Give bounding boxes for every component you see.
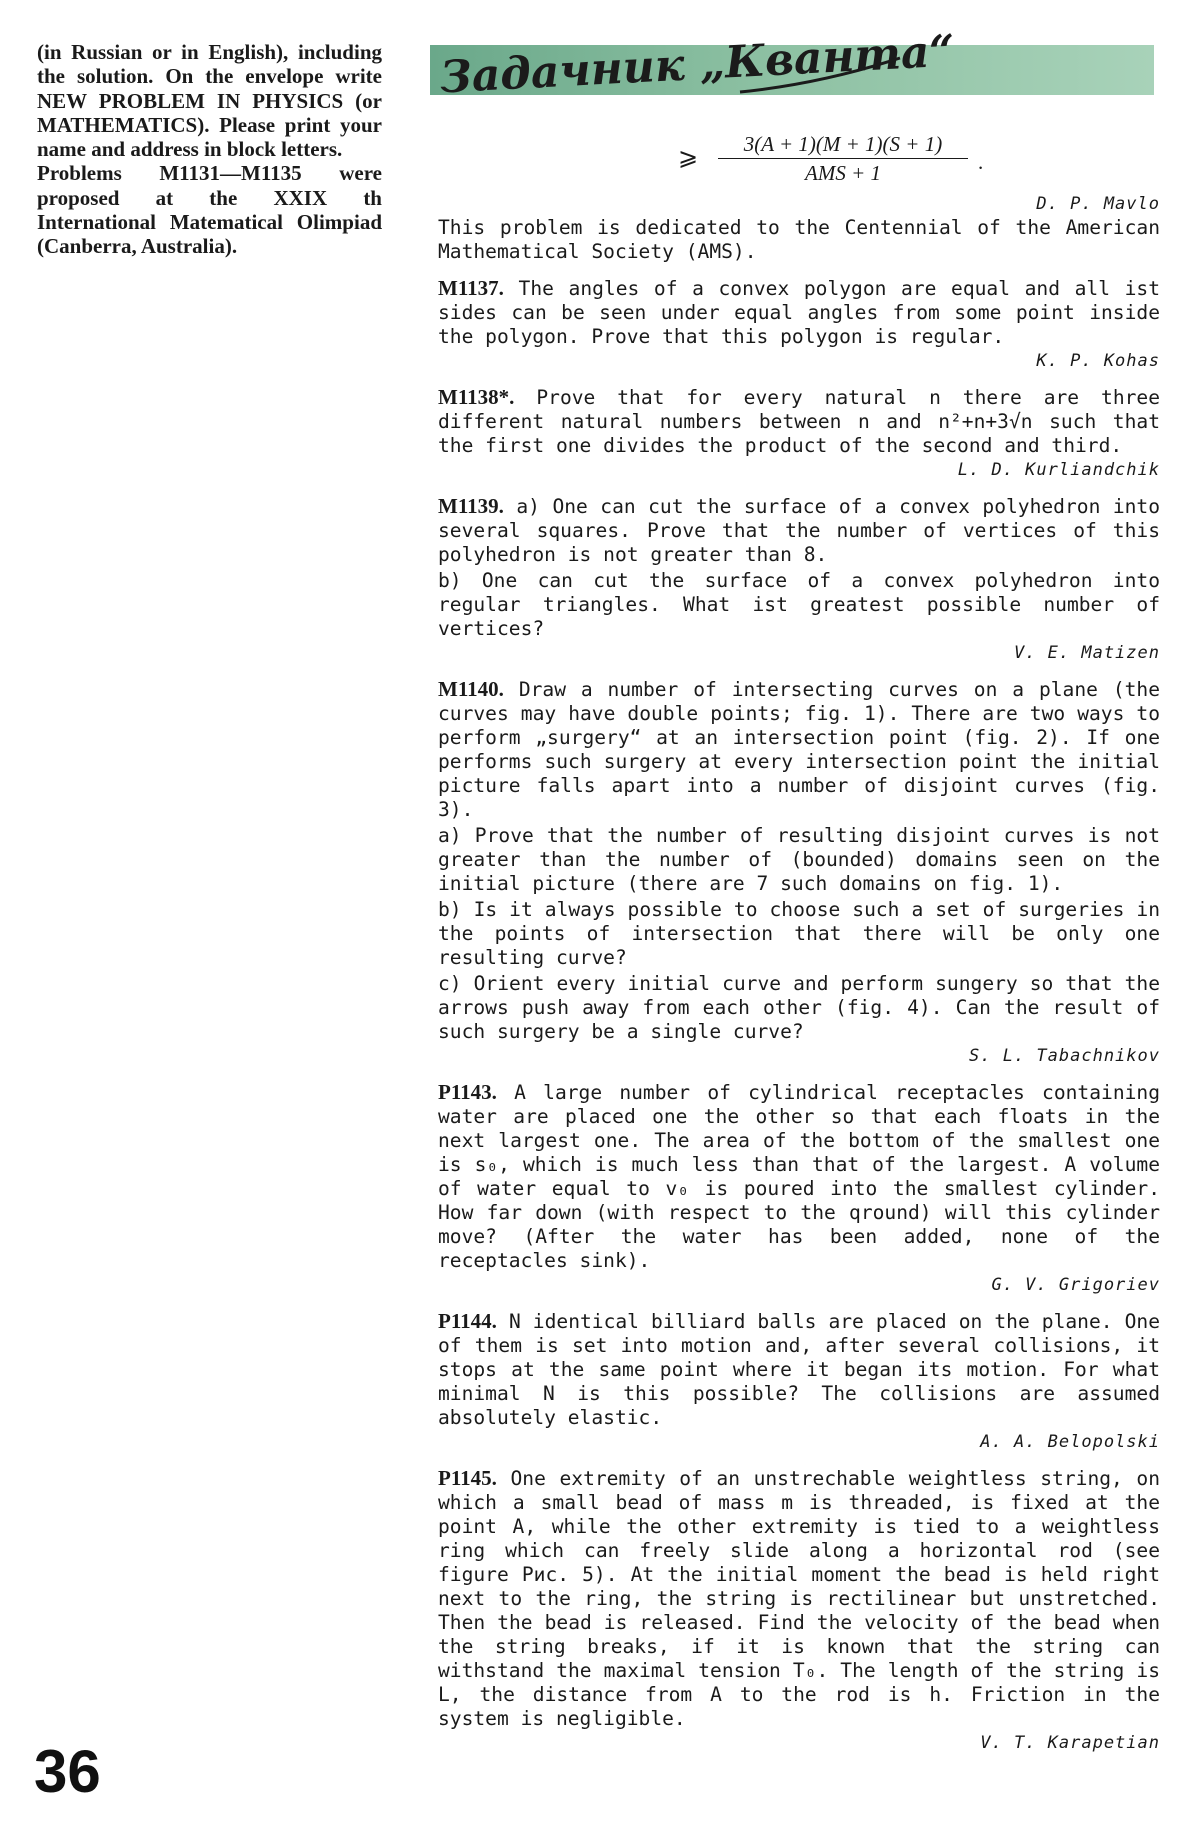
problems-column xyxy=(438,132,1160,1755)
problem-label: P1143. xyxy=(438,1080,497,1104)
problem-label: M1139. xyxy=(438,494,504,518)
problem-author: S. L. Tabachnikov xyxy=(969,1046,1160,1066)
problem-author: V. T. Karapetian xyxy=(980,1733,1160,1753)
problem-block xyxy=(438,1466,1160,1755)
problem-statement: The angles of a convex polygon are equal and all ist sides can be seen under equal angles from some point inside the polygon. Prove that this polygon is regular. xyxy=(438,277,1160,348)
problem-text xyxy=(438,1309,1160,1430)
problem-statement: N identical billiard balls are placed on the plane. One of them is set into motion and, after several collisions, it stops at the same point where it began its motion. For what minimal N is this possible? The collisions are assumed absolutely elastic. xyxy=(438,1310,1160,1429)
handwritten-title-svg xyxy=(438,20,956,110)
problem-text xyxy=(438,494,1160,567)
problem-author: D. P. Mavlo xyxy=(1036,194,1160,214)
sidebar-paragraph-submission: (in Russian or in English), including the solution. On the envelope write NEW PROBLEM IN PHYSICS (or MATHEMATICS). Please print your name and address in block letters. xyxy=(37,40,382,162)
problem-block xyxy=(438,216,1160,264)
problem-author: A. A. Belopolski xyxy=(980,1432,1160,1452)
formula-denominator: AMS + 1 xyxy=(805,161,881,185)
problem-author: G. V. Grigoriev xyxy=(991,1275,1160,1295)
problem-statement: A large number of cylindrical receptacles containing water are placed one the other so that each floats in the next largest one. The area of the bottom of the smallest one is s₀, which is much less than that of the largest. A volume of water equal to v₀ is poured into the smallest cylinder. How far down (with respect to the qround) will this cylinder move? (After the water has been added, none of the receptacles sink). xyxy=(438,1081,1161,1272)
problem-author: K. P. Kohas xyxy=(1036,351,1160,371)
problem-author: V. E. Matizen xyxy=(1013,643,1160,663)
formula-relation: ⩾ xyxy=(678,145,699,171)
problem-block xyxy=(438,494,1160,665)
inequality-formula xyxy=(678,132,1160,192)
problem-text: a) Prove that the number of resulting disjoint curves is not greater than the number of (bounded) domains seen on the initial picture (there are 7 such domains on fig. 1). xyxy=(438,824,1160,895)
problem-statement: Draw a number of intersecting curves on a plane (the curves may have double points; fig. 1). There are two ways to perform „surgery“ at an intersection point (fig. 2). If one performs such surgery at every intersection point the initial picture falls apart into a number of disjoint curves (fig. 3). xyxy=(438,678,1161,821)
section-title-text: Задачник „Кванта“ xyxy=(438,25,956,104)
problem-text xyxy=(438,276,1160,349)
problem-label: P1144. xyxy=(438,1309,497,1333)
problem-label: P1145. xyxy=(438,1466,497,1490)
problem-block xyxy=(438,385,1160,482)
problem-author: L. D. Kurliandchik xyxy=(957,460,1160,480)
section-title xyxy=(438,20,956,110)
formula-fraction xyxy=(718,132,968,185)
problem-text: b) One can cut the surface of a convex polyhedron into regular triangles. What ist greatest possible number of vertices? xyxy=(438,569,1160,640)
problem-statement: Prove that for every natural n there are three different natural numbers between n and n²+n+3√n such that the first one divides the product of the second and third. xyxy=(438,386,1161,457)
formula-numerator: 3(A + 1)(M + 1)(S + 1) xyxy=(718,132,968,159)
problem-block xyxy=(438,1309,1160,1454)
formula-terminator: . xyxy=(978,150,984,174)
problem-block xyxy=(438,677,1160,1068)
problem-text: b) Is it always possible to choose such a set of surgeries in the points of intersection that there will be only one resulting curve? xyxy=(438,898,1160,969)
problem-text xyxy=(438,385,1160,458)
page-number: 36 xyxy=(34,1738,101,1805)
problem-block xyxy=(438,276,1160,373)
problem-label: M1140. xyxy=(438,677,504,701)
sidebar-paragraph-olympiad: Problems M1131—M1135 were proposed at the XXIX th International Matematical Olimpiad (Canberra, Australia). xyxy=(37,161,382,259)
problem-label: M1137. xyxy=(438,276,504,300)
problem-block xyxy=(438,1080,1160,1297)
problem-text xyxy=(438,1466,1160,1731)
problem-text: c) Orient every initial curve and perform sungery so that the arrows push away from each other (fig. 4). Can the result of such surgery be a single curve? xyxy=(438,972,1160,1043)
problem-label: M1138*. xyxy=(438,385,515,409)
sidebar-notes xyxy=(37,40,382,259)
problem-text xyxy=(438,1080,1160,1273)
problem-text: This problem is dedicated to the Centennial of the American Mathematical Society (AMS). xyxy=(438,216,1160,263)
problem-statement: a) One can cut the surface of a convex polyhedron into several squares. Prove that the number of vertices of this polyhedron is not greater than 8. xyxy=(438,495,1161,566)
problem-text xyxy=(438,677,1160,822)
problem-statement: One extremity of an unstrechable weightless string, on which a small bead of mass m is threaded, is fixed at the point A, while the other extremity is tied to a weightless ring which can freely slide along a horizontal rod (see figure Рис. 5). At the initial moment the bead is held right next to the ring, the string is rectilinear but unstretched. Then the bead is released. Find the velocity of the bead when the string breaks, if it is known that the string can withstand the maximal tension T₀. The length of the string is L, the distance from A to the rod is h. Friction in the system is negligible. xyxy=(438,1467,1161,1730)
